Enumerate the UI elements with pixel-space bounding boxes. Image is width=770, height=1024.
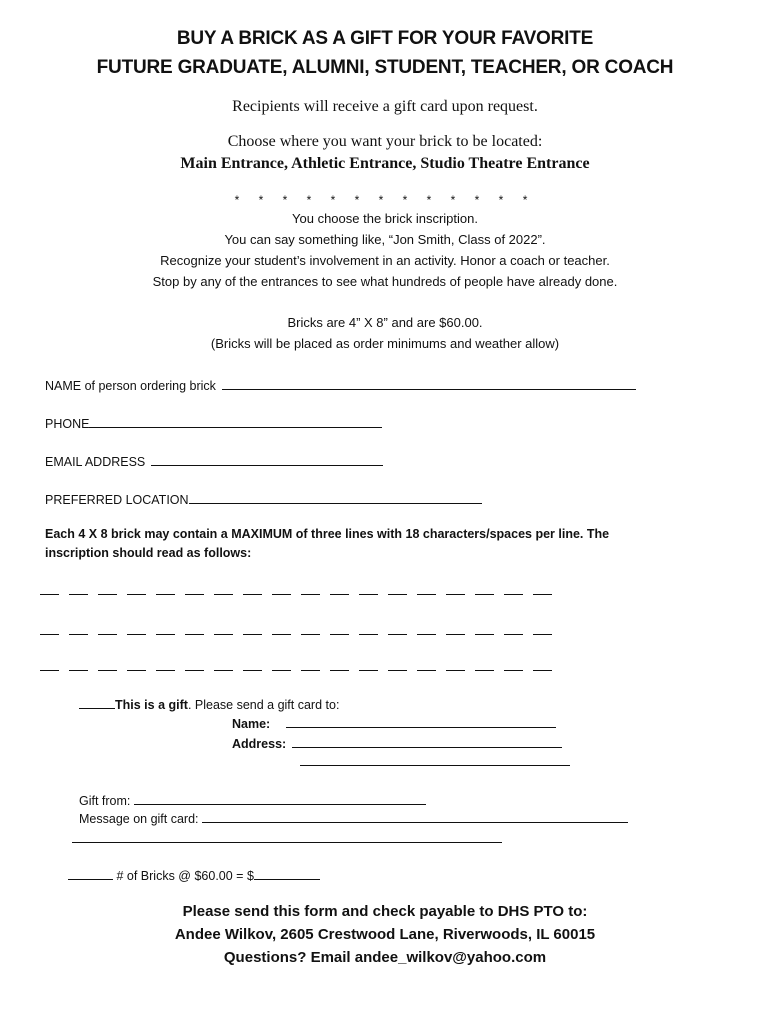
inscription-line-3[interactable] [40, 669, 552, 671]
gift-address-line-2[interactable] [300, 751, 570, 766]
gift-message-input-line[interactable] [202, 808, 628, 823]
gift-name-row [232, 713, 556, 731]
gift-address-label: Address: [232, 737, 287, 751]
gift-from-row [79, 790, 426, 808]
email-input-line[interactable] [151, 451, 383, 466]
location-input-line[interactable] [189, 489, 482, 504]
gift-message-row [79, 808, 628, 826]
email-label: EMAIL ADDRESS [45, 455, 146, 469]
inscription-text-2: You can say something like, “Jon Smith, Class of 2022”. [224, 232, 546, 247]
inscription-instructions: Each 4 X 8 brick may contain a MAXIMUM of three lines with 18 characters/spaces per line. The inscription should read as follows: [45, 527, 610, 560]
brick-count-input-line[interactable] [68, 865, 113, 880]
recipients-note: Recipients will receive a gift card upon request. [232, 98, 538, 115]
page-title-line1: BUY A BRICK AS A GIFT FOR YOUR FAVORITE [176, 28, 594, 49]
mailing-address: Andee Wilkov, 2605 Crestwood Lane, Riverwoods, IL 60015 [174, 926, 596, 943]
price-text: Bricks are 4” X 8” and are $60.00. [287, 315, 483, 330]
gift-message-line-2[interactable] [72, 828, 502, 843]
gift-name-label: Name: [232, 717, 271, 731]
gift-label: This is a gift [115, 698, 188, 712]
bricks-count-row [68, 865, 320, 883]
email-field-row [45, 451, 383, 469]
page-title-line2: FUTURE GRADUATE, ALUMNI, STUDENT, TEACHER, OR COACH [96, 57, 674, 78]
inscription-text-3: Recognize your student’s involvement in an activity. Honor a coach or teacher. [160, 253, 610, 268]
gift-checkbox-row [79, 694, 339, 712]
gift-from-input-line[interactable] [134, 790, 426, 805]
gift-from-label: Gift from: [79, 794, 131, 808]
name-field-row [45, 375, 636, 393]
total-amount-input-line[interactable] [254, 865, 320, 880]
name-input-line[interactable] [222, 375, 636, 390]
location-field-row [45, 489, 482, 507]
inscription-text-4: Stop by any of the entrances to see what hundreds of people have already done. [152, 274, 618, 289]
inscription-line-2[interactable] [40, 633, 552, 635]
star-divider: * * * * * * * * * * * * * [234, 193, 536, 207]
name-label: NAME of person ordering brick [45, 379, 216, 393]
gift-message-label: Message on gift card: [79, 812, 199, 826]
mailing-instructions: Please send this form and check payable to DHS PTO to: [182, 903, 588, 920]
phone-input-line[interactable] [89, 413, 382, 428]
phone-field-row [45, 413, 382, 431]
location-label: PREFERRED LOCATION [45, 493, 189, 507]
placement-note: (Bricks will be placed as order minimums and weather allow) [210, 336, 560, 351]
choose-location-text: Choose where you want your brick to be located: [227, 133, 543, 150]
contact-email: Questions? Email andee_wilkov@yahoo.com [223, 949, 547, 966]
inscription-line-1[interactable] [40, 593, 552, 595]
send-card-text: . Please send a gift card to: [187, 698, 340, 712]
location-options: Main Entrance, Athletic Entrance, Studio Theatre Entrance [180, 155, 590, 172]
gift-checkbox-line[interactable] [79, 694, 115, 709]
gift-name-input-line[interactable] [286, 713, 556, 728]
gift-address-input-line[interactable] [292, 733, 562, 748]
inscription-text-1: You choose the brick inscription. [292, 211, 478, 226]
gift-address-row [232, 733, 562, 751]
phone-label: PHONE [45, 417, 90, 431]
bricks-calc-label: # of Bricks @ $60.00 = $ [116, 869, 254, 883]
